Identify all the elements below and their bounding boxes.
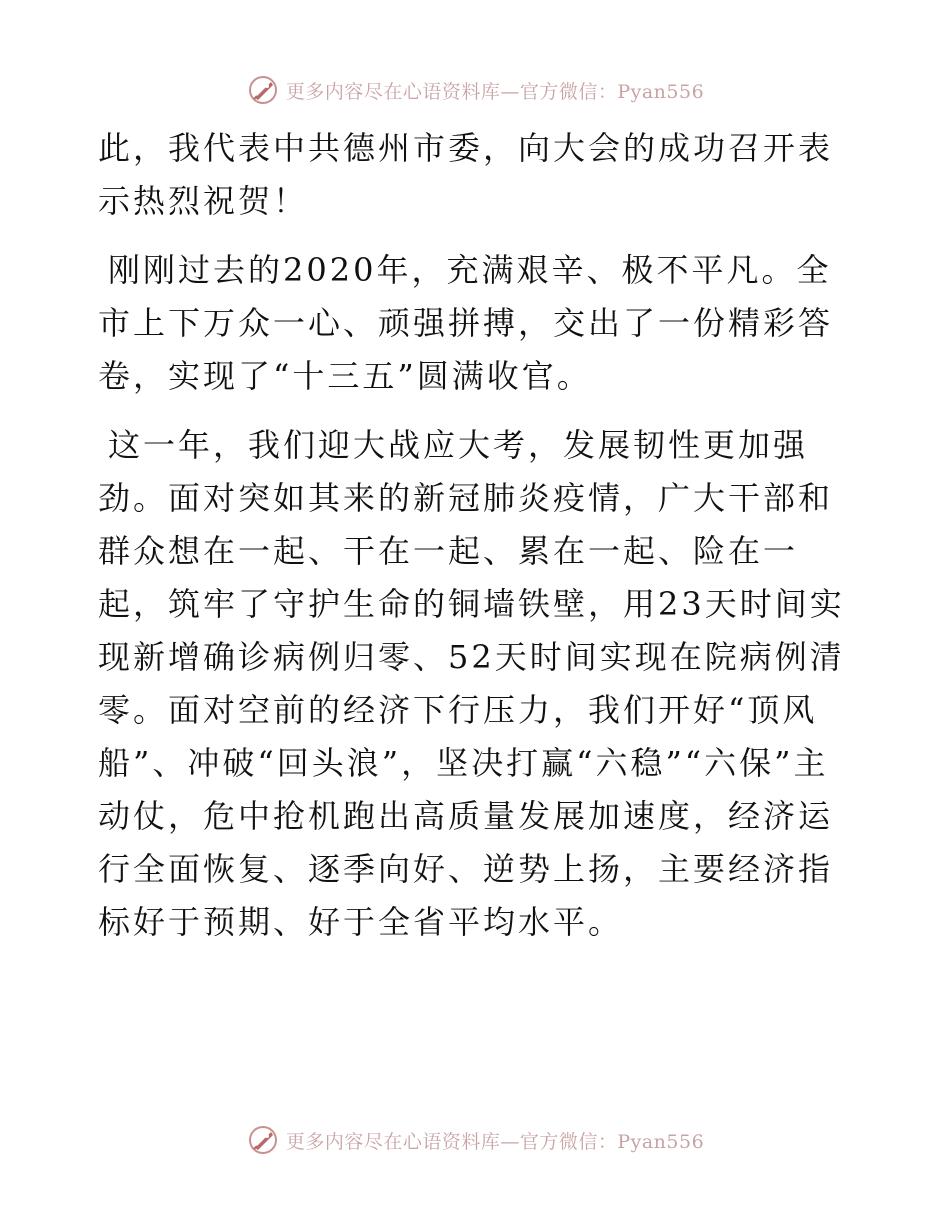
paragraph-3: 这一年，我们迎大战应大考，发展韧性更加强劲。面对突如其来的新冠肺炎疫情，广大干部和群众想在一起、干在一起、累在一起、险在一起，筑牢了守护生命的铜墙铁壁，用23天时间实现新增确诊病例归零、52天时间实现在院病例清零。面对空前的经济下行压力，我们开好“顶风船”、冲破“回头浪”，坚决打赢“六稳”“六保”主动仗，危中抢机跑出高质量发展加速度，经济运行全面恢复、逐季向好、逆势上扬，主要经济指标好于预期、好于全省平均水平。 [98, 426, 845, 941]
document-body [98, 122, 858, 965]
watermark-text: 更多内容尽在心语资料库—官方微信：Pyan556 [285, 80, 705, 103]
quill-logo-icon [246, 73, 280, 107]
watermark-text: 更多内容尽在心语资料库—官方微信：Pyan556 [285, 1130, 705, 1153]
header-watermark [0, 70, 950, 110]
paragraph-1: 此，我代表中共德州市委，向大会的成功召开表示热烈祝贺！ [98, 129, 834, 220]
paragraph-2: 刚刚过去的2020年，充满艰辛、极不平凡。全市上下万众一心、顽强拼搏，交出了一份精彩答卷，实现了“十三五”圆满收官。 [98, 251, 834, 395]
footer-watermark [0, 1120, 950, 1160]
quill-logo-icon [246, 1123, 280, 1157]
